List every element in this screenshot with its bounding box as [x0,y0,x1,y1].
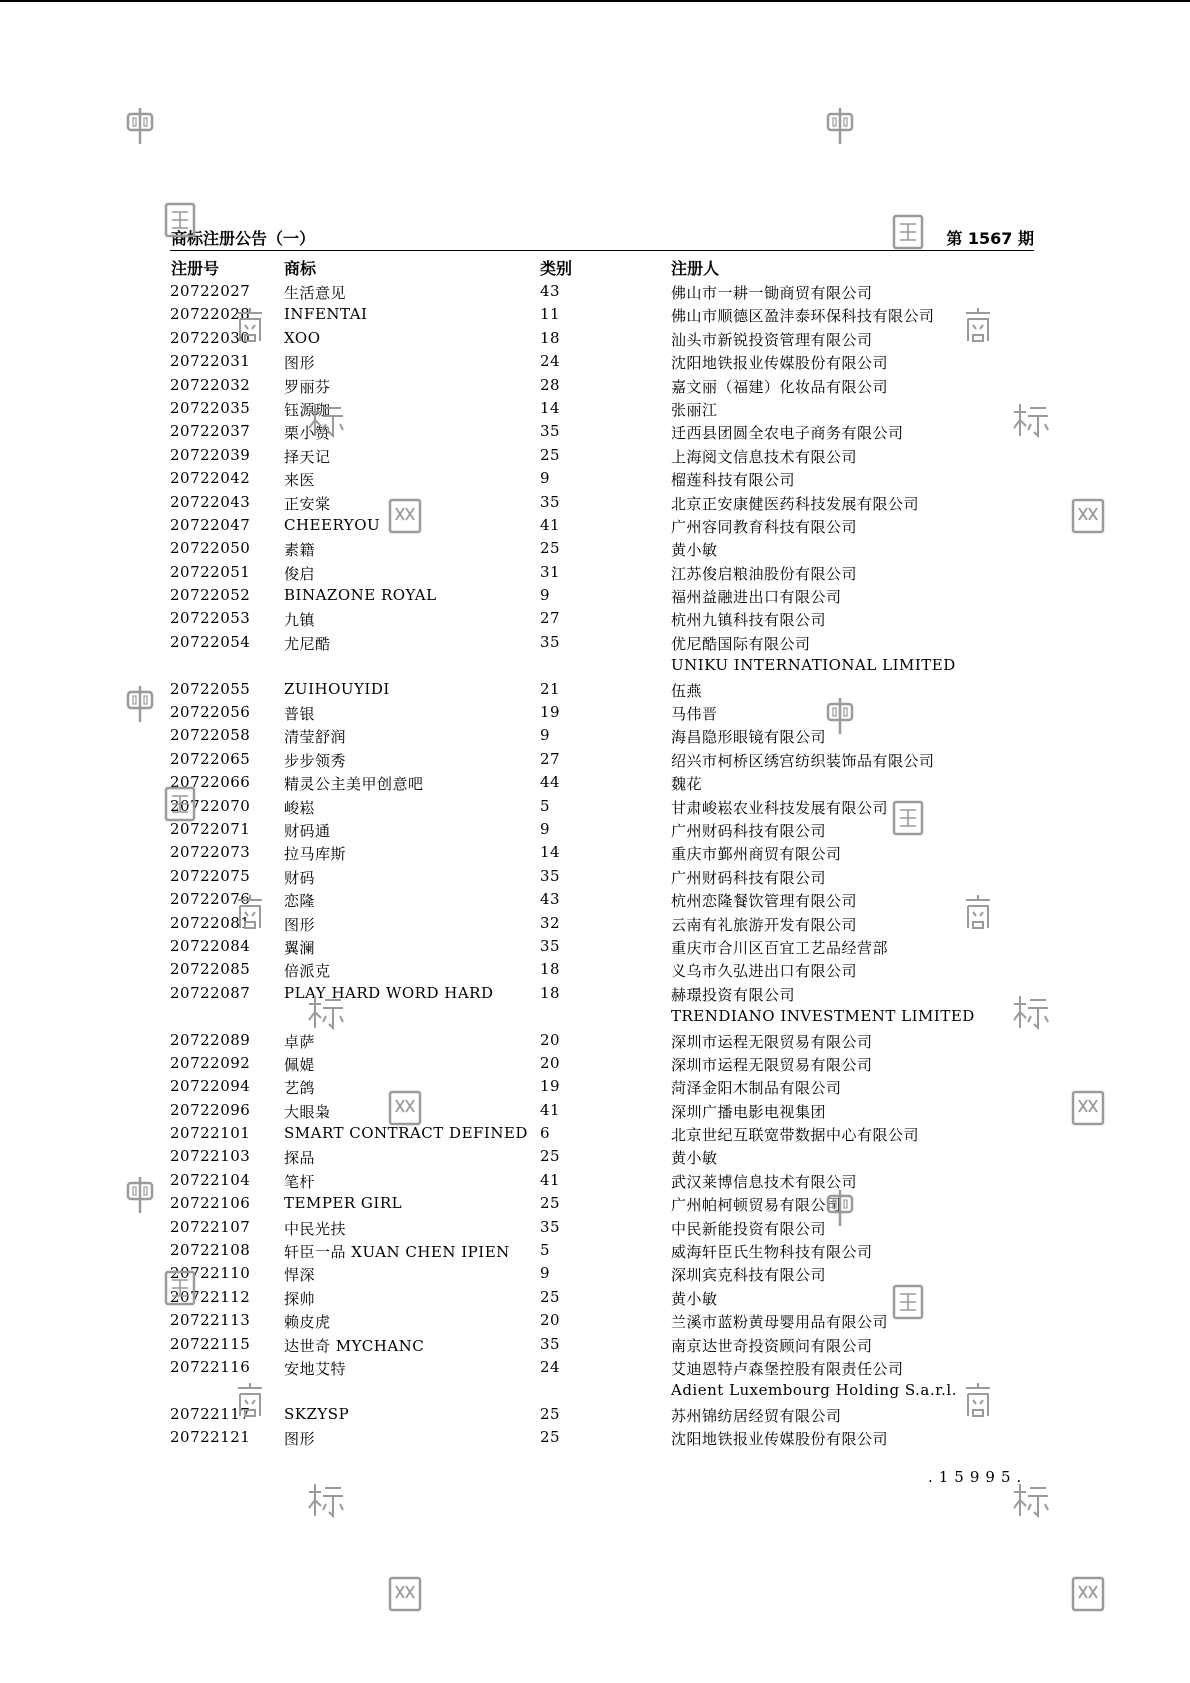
reg-no-cell: 20722092 [170,1053,251,1072]
reg-no-cell: 20722073 [170,843,251,862]
reg-no-cell: 20722089 [170,1030,251,1049]
mark-cell: 卓萨 [284,1032,316,1051]
registrant-cell: 重庆市合川区百宜工艺品经营部 [671,938,889,957]
reg-no-cell: 20722076 [170,890,251,909]
table-row [170,584,1034,607]
table-row [170,1192,1034,1215]
mark-cell: 恋隆 [284,892,316,911]
registrant-cell: 黄小敏 [671,1149,718,1168]
table-row [170,1099,1034,1122]
mark-cell: 素籍 [284,541,316,560]
table-row [170,303,1034,326]
mark-cell: 图形 [284,354,316,373]
page-header [170,224,1034,251]
registrant-cell: 北京世纪互联宽带数据中心有限公司 [671,1126,920,1145]
mark-cell: 图形 [284,1430,316,1449]
class-cell: 19 [540,1077,561,1096]
reg-no-cell: 20722084 [170,936,251,955]
table-row [170,1262,1034,1285]
registrant-cell: 伍燕 [671,681,703,700]
reg-no-cell: 20722043 [170,492,251,511]
mark-cell: ZUIHOUYIDI [284,679,390,698]
registrant-cell: 迁西县团圆全农电子商务有限公司 [671,424,904,443]
reg-no-cell: 20722113 [170,1311,251,1330]
watermark-zhong-icon [820,106,860,146]
page-number: .15995. [928,1468,1028,1486]
table-row [170,795,1034,818]
reg-no-cell: 20722106 [170,1194,251,1213]
class-cell: 18 [540,328,561,347]
table-row [170,1052,1034,1075]
class-cell: 20 [540,1030,561,1049]
reg-no-cell: 20722104 [170,1170,251,1189]
mark-cell: 翼澜 [284,938,316,957]
table-row [170,935,1034,958]
registrant-cell: 赫璟投资有限公司 [671,985,796,1004]
registrant-cell: 重庆市鄞州商贸有限公司 [671,845,842,864]
issue-number: 第 1567 期 [946,229,1034,248]
registrant-cell: 黄小敏 [671,1289,718,1308]
class-cell: 35 [540,492,561,511]
class-cell: 28 [540,375,561,394]
class-cell: 9 [540,726,551,745]
registrant-cell: 广州财码科技有限公司 [671,821,827,840]
table-row [170,1145,1034,1168]
class-cell: 21 [540,679,561,698]
table-row [170,397,1034,420]
table-row [170,327,1034,350]
table-row [170,1075,1034,1098]
mark-cell: 普银 [284,705,316,724]
class-cell: 20 [540,1311,561,1330]
class-cell: 25 [540,1194,561,1213]
registrant-cell: 深圳市运程无限贸易有限公司 [671,1055,873,1074]
table-row [170,420,1034,443]
table-row [170,818,1034,841]
table-row [170,724,1034,747]
registrant-cell: 佛山市一耕一锄商贸有限公司 [671,284,873,302]
class-cell: 35 [540,1334,561,1353]
reg-no-cell: 20722056 [170,703,251,722]
reg-no-cell: 20722047 [170,515,251,534]
mark-cell: 罗丽芬 [284,377,331,396]
registrant-cell: 南京达世奇投资顾问有限公司 [671,1336,873,1355]
registrant-cell: 杭州九镇科技有限公司 [671,611,827,630]
reg-no-cell: 20722054 [170,632,251,651]
registrant-cell: 艾迪恩特卢森堡控股有限责任公司 [671,1359,904,1378]
reg-no-cell: 20722117 [170,1404,251,1423]
table-row [170,467,1034,490]
registrant-cell: 兰溪市蓝粉黄母婴用品有限公司 [671,1313,889,1332]
mark-cell: 正安棠 [284,494,331,513]
table-row [170,1216,1034,1239]
registrant-cell: 马伟晋 [671,705,718,724]
reg-no-cell: 20722096 [170,1100,251,1119]
reg-no-cell: 20722037 [170,422,251,441]
trademark-table [170,280,1034,1450]
watermark-wang-icon [1068,496,1108,536]
mark-cell: 笔杆 [284,1172,316,1191]
table-row [170,1169,1034,1192]
registrant-cell: 沈阳地铁报业传媒股份有限公司 [671,1430,889,1449]
class-cell: 14 [540,398,561,417]
reg-no-cell: 20722075 [170,866,251,885]
mark-cell: 生活意见 [284,284,347,302]
mark-cell: 俊启 [284,564,316,583]
class-cell: 25 [540,445,561,464]
class-cell: 25 [540,539,561,558]
table-row [170,1379,1034,1402]
registrant-cell: 佛山市顺德区盈沣泰环保科技有限公司 [671,307,935,326]
table-row [170,1239,1034,1262]
class-cell: 9 [540,469,551,488]
mark-cell: 择天记 [284,447,331,466]
table-row [170,1333,1034,1356]
class-cell: 41 [540,1100,561,1119]
table-row [170,654,1034,677]
reg-no-cell: 20722071 [170,819,251,838]
mark-cell: 峻崧 [284,798,316,817]
reg-no-cell: 20722028 [170,305,251,324]
table-row [170,514,1034,537]
registrant-cell: 广州财码科技有限公司 [671,868,827,887]
class-cell: 25 [540,1404,561,1423]
registrant-cell: 江苏俊启粮油股份有限公司 [671,564,858,583]
reg-no-cell: 20722070 [170,796,251,815]
registrant-cell: 汕头市新锐投资管理有限公司 [671,330,873,349]
registrant-cell: 菏泽金阳木制品有限公司 [671,1079,842,1098]
class-cell: 32 [540,913,561,932]
registrant-cell: 榴莲科技有限公司 [671,471,796,490]
table-row [170,1309,1034,1332]
table-row [170,607,1034,630]
class-cell: 5 [540,1241,551,1260]
mark-cell: 达世奇 MYCHANC [284,1336,425,1355]
table-row [170,748,1034,771]
class-cell: 5 [540,796,551,815]
class-cell: 24 [540,352,561,371]
mark-cell: 财码 [284,868,316,887]
reg-no-cell: 20722103 [170,1147,251,1166]
registrant-cell: TRENDIANO INVESTMENT LIMITED [671,1007,975,1026]
watermark-zhong-icon [120,106,160,146]
class-cell: 19 [540,703,561,722]
mark-cell: 艺鸽 [284,1079,316,1098]
mark-cell: SKZYSP [284,1404,350,1423]
mark-cell: INFENTAI [284,305,368,324]
reg-no-cell: 20722031 [170,352,251,371]
registrant-cell: 广州容同教育科技有限公司 [671,517,858,536]
table-row [170,865,1034,888]
class-cell: 31 [540,562,561,581]
reg-no-cell: 20722058 [170,726,251,745]
class-cell: 6 [540,1124,551,1143]
mark-cell: 赖皮虎 [284,1313,331,1332]
watermark-wang-icon [1068,1088,1108,1128]
registrant-cell: 绍兴市柯桥区绣宫纺织装饰品有限公司 [671,751,935,770]
table-row [170,1122,1034,1145]
watermark-wang-icon [385,1574,425,1614]
column-header-reg-no: 注册号 [171,259,220,278]
reg-no-cell: 20722081 [170,913,251,932]
table-row [170,350,1034,373]
mark-cell: BINAZONE ROYAL [284,586,437,605]
class-cell: 27 [540,749,561,768]
table-row [170,280,1034,303]
class-cell: 25 [540,1287,561,1306]
reg-no-cell: 20722110 [170,1264,251,1283]
registrant-cell: 杭州恋隆餐饮管理有限公司 [671,892,858,911]
class-cell: 25 [540,1147,561,1166]
class-cell: 14 [540,843,561,862]
registrant-cell: 黄小敏 [671,541,718,560]
class-cell: 27 [540,609,561,628]
registrant-cell: 威海轩臣氏生物科技有限公司 [671,1243,873,1262]
table-row [170,888,1034,911]
reg-no-cell: 20722066 [170,773,251,792]
watermark-biao-icon [1010,1480,1050,1520]
mark-cell: 图形 [284,915,316,934]
reg-no-cell: 20722115 [170,1334,251,1353]
table-row [170,701,1034,724]
table-row [170,841,1034,864]
table-row [170,444,1034,467]
mark-cell: 栗小赞 [284,424,331,443]
reg-no-cell: 20722053 [170,609,251,628]
mark-cell: 尤尼酷 [284,634,331,653]
column-header-registrant: 注册人 [671,259,720,278]
table-row [170,491,1034,514]
mark-cell: 拉马库斯 [284,845,347,864]
mark-cell: PLAY HARD WORD HARD [284,983,494,1002]
reg-no-cell: 20722087 [170,983,251,1002]
table-row [170,958,1034,981]
registrant-cell: 嘉文丽（福建）化妆品有限公司 [671,377,889,396]
mark-cell: 财码通 [284,821,331,840]
mark-cell: 九镇 [284,611,316,630]
class-cell: 18 [540,983,561,1002]
table-row [170,374,1034,397]
watermark-wang-icon [1068,1574,1108,1614]
registrant-cell: 魏花 [671,775,703,794]
reg-no-cell: 20722094 [170,1077,251,1096]
column-header-mark: 商标 [284,259,317,278]
class-cell: 35 [540,866,561,885]
mark-cell: 倍派克 [284,962,331,981]
mark-cell: 中民光扶 [284,1219,347,1238]
table-row [170,1029,1034,1052]
table-row [170,561,1034,584]
reg-no-cell: 20722027 [170,282,251,300]
table-row [170,631,1034,654]
reg-no-cell: 20722050 [170,539,251,558]
watermark-zhong-icon [120,1175,160,1215]
registrant-cell: 海昌隐形眼镜有限公司 [671,728,827,747]
table-row [170,1426,1034,1449]
table-row [170,771,1034,794]
reg-no-cell: 20722030 [170,328,251,347]
reg-no-cell: 20722101 [170,1124,251,1143]
table-row [170,678,1034,701]
registrant-cell: 云南有礼旅游开发有限公司 [671,915,858,934]
table-row [170,982,1034,1005]
mark-cell: 探帅 [284,1289,316,1308]
class-cell: 44 [540,773,561,792]
reg-no-cell: 20722108 [170,1241,251,1260]
mark-cell: 大眼枭 [284,1102,331,1121]
class-cell: 25 [540,1428,561,1447]
watermark-zhong-icon [120,684,160,724]
registrant-cell: 苏州锦纺居经贸有限公司 [671,1406,842,1425]
reg-no-cell: 20722052 [170,586,251,605]
registrant-cell: 优尼酷国际有限公司 [671,634,811,653]
table-row [170,1286,1034,1309]
watermark-biao-icon [305,1480,345,1520]
reg-no-cell: 20722121 [170,1428,251,1447]
registrant-cell: Adient Luxembourg Holding S.a.r.l. [671,1381,957,1400]
table-row [170,1403,1034,1426]
mark-cell: 来医 [284,471,316,490]
registrant-cell: 武汉莱博信息技术有限公司 [671,1172,858,1191]
reg-no-cell: 20722107 [170,1217,251,1236]
mark-cell: 精灵公主美甲创意吧 [284,775,424,794]
mark-cell: SMART CONTRACT DEFINED [284,1124,528,1143]
registrant-cell: 沈阳地铁报业传媒股份有限公司 [671,354,889,373]
mark-cell: 佩媞 [284,1055,316,1074]
class-cell: 35 [540,422,561,441]
class-cell: 35 [540,1217,561,1236]
reg-no-cell: 20722032 [170,375,251,394]
reg-no-cell: 20722051 [170,562,251,581]
reg-no-cell: 20722055 [170,679,251,698]
registrant-cell: 张丽江 [671,400,718,419]
registrant-cell: 甘肃峻崧农业科技发展有限公司 [671,798,889,817]
class-cell: 35 [540,632,561,651]
mark-cell: 清莹舒润 [284,728,347,747]
class-cell: 41 [540,515,561,534]
top-border [0,0,1190,2]
reg-no-cell: 20722112 [170,1287,251,1306]
reg-no-cell: 20722065 [170,749,251,768]
column-header-class: 类别 [540,259,573,278]
mark-cell: 探品 [284,1149,316,1168]
registrant-cell: 义乌市久弘进出口有限公司 [671,962,858,981]
reg-no-cell: 20722085 [170,960,251,979]
class-cell: 9 [540,586,551,605]
class-cell: 43 [540,890,561,909]
mark-cell: 悍深 [284,1266,316,1285]
table-row [170,1005,1034,1028]
registrant-cell: 上海阅文信息技术有限公司 [671,447,858,466]
mark-cell: CHEERYOU [284,515,381,534]
table-row [170,537,1034,560]
mark-cell: 钰源珈 [284,400,331,419]
class-cell: 43 [540,282,561,300]
mark-cell: 安地艾特 [284,1359,347,1378]
class-cell: 18 [540,960,561,979]
reg-no-cell: 20722042 [170,469,251,488]
mark-cell: 轩臣一品 XUAN CHEN IPIEN [284,1243,510,1262]
class-cell: 9 [540,1264,551,1283]
class-cell: 24 [540,1357,561,1376]
class-cell: 20 [540,1053,561,1072]
mark-cell: 步步领秀 [284,751,347,770]
document-title: 商标注册公告（一） [171,229,316,248]
class-cell: 11 [540,305,561,324]
class-cell: 41 [540,1170,561,1189]
class-cell: 9 [540,819,551,838]
mark-cell: TEMPER GIRL [284,1194,403,1213]
registrant-cell: UNIKU INTERNATIONAL LIMITED [671,656,956,675]
registrant-cell: 深圳市运程无限贸易有限公司 [671,1032,873,1051]
registrant-cell: 深圳宾克科技有限公司 [671,1266,827,1285]
reg-no-cell: 20722035 [170,398,251,417]
reg-no-cell: 20722039 [170,445,251,464]
registrant-cell: 福州益融进出口有限公司 [671,588,842,607]
table-row [170,912,1034,935]
table-row [170,1356,1034,1379]
class-cell: 35 [540,936,561,955]
mark-cell: XOO [284,328,321,347]
registrant-cell: 北京正安康健医药科技发展有限公司 [671,494,920,513]
registrant-cell: 深圳广播电影电视集团 [671,1102,827,1121]
registrant-cell: 中民新能投资有限公司 [671,1219,827,1238]
reg-no-cell: 20722116 [170,1357,251,1376]
registrant-cell: 广州帕柯顿贸易有限公司 [671,1196,842,1215]
